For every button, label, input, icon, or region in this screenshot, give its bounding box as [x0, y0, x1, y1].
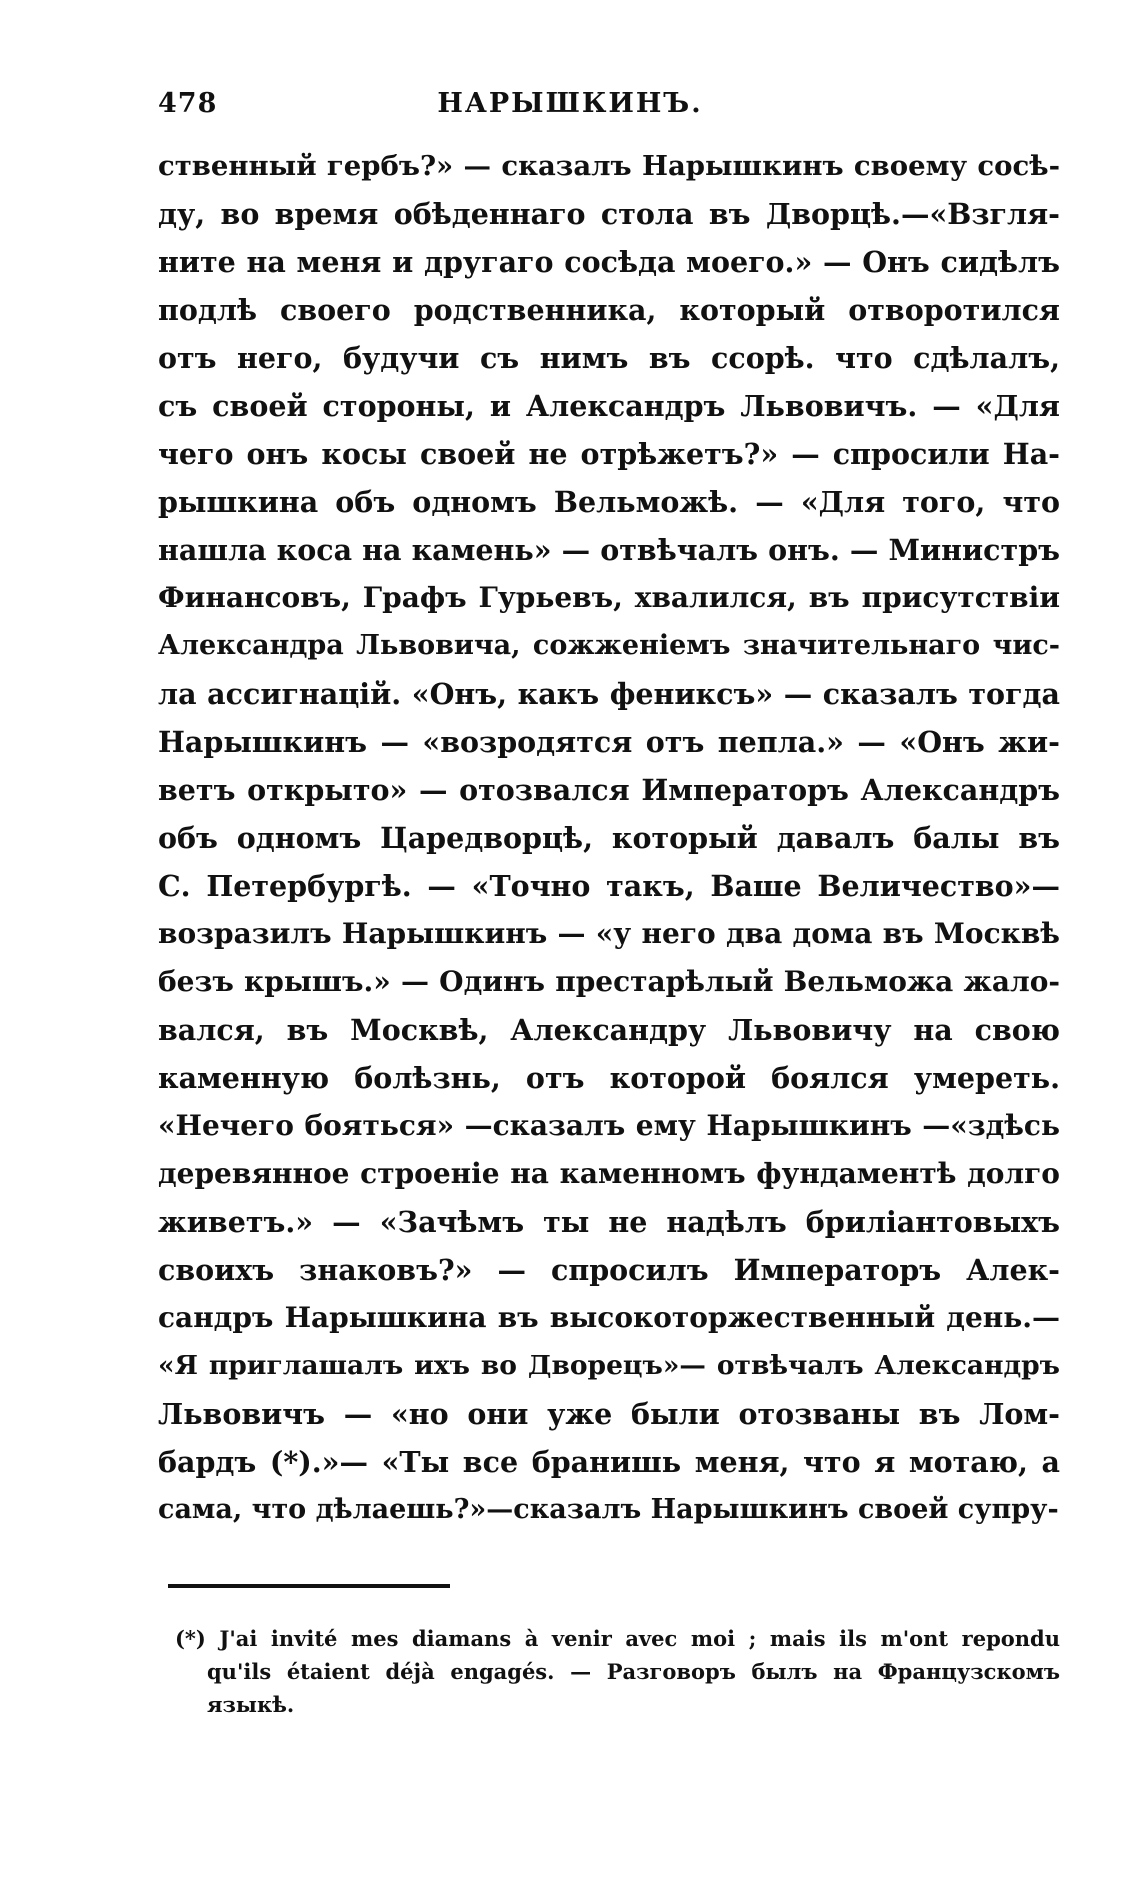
text-line: чего онъ косы своей не отрѣжетъ?» — спросили На-	[158, 437, 1060, 471]
footnote-line: (*) J'ai invité mes diamans à venir avec moi ; mais ils m'ont repondu	[175, 1626, 1060, 1651]
text-line: вался, въ Москвѣ, Александру Львовичу на свою	[158, 1013, 1060, 1047]
text-line: ните на меня и другаго сосѣда моего.» — Онъ сидѣлъ	[158, 245, 1060, 279]
text-line: сама, что дѣлаешь?»—сказалъ Нарышкинъ своей супру-	[158, 1494, 1059, 1525]
text-line: безъ крышъ.» — Одинъ престарѣлый Вельможа жало-	[158, 965, 1060, 998]
text-line: отъ него, будучи съ нимъ въ ссорѣ. что сдѣлалъ,	[158, 341, 1060, 375]
text-line: своихъ знаковъ?» — спросилъ Императоръ Алек-	[158, 1253, 1060, 1287]
footnote-line: qu'ils étaient déjà engagés. — Разговоръ былъ на Французскомъ	[207, 1659, 1060, 1684]
text-line: Александра Львовича, сожженіемъ значительнаго чис-	[158, 630, 1060, 661]
text-line: Нарышкинъ — «возродятся отъ пепла.» — «Онъ жи-	[158, 725, 1060, 759]
footnote	[175, 1622, 1060, 1721]
text-line: ственный гербъ?» — сказалъ Нарышкинъ своему сосѣ-	[158, 150, 1060, 182]
text-line: Львовичъ — «но они уже были отозваны въ Лом-	[158, 1397, 1060, 1431]
text-line: ду, во время обѣденнаго стола въ Дворцѣ.—«Взгля-	[158, 197, 1060, 231]
text-line: ла ассигнацій. «Онъ, какъ фениксъ» — сказалъ тогда	[158, 677, 1060, 711]
text-line: сандръ Нарышкина въ высокоторжественный день.—	[158, 1301, 1060, 1334]
text-line: «Я приглашалъ ихъ во Дворецъ»— отвѣчалъ Александръ	[158, 1350, 1060, 1381]
text-line: нашла коса на камень» — отвѣчалъ онъ. — Министръ	[158, 533, 1060, 567]
footnote-divider	[168, 1584, 450, 1588]
text-line: каменную болѣзнь, отъ которой боялся умереть.	[158, 1061, 1060, 1095]
text-line: подлѣ своего родственника, который отворотился	[158, 293, 1060, 327]
text-line: «Нечего бояться» —сказалъ ему Нарышкинъ —«здѣсь	[158, 1109, 1060, 1142]
text-line: съ своей стороны, и Александръ Львовичъ. — «Для	[158, 389, 1060, 423]
text-line: рышкина объ одномъ Вельможѣ. — «Для того, что	[158, 485, 1060, 519]
running-head: НАРЫШКИНЪ.	[437, 88, 703, 119]
page-number: 478	[158, 88, 218, 119]
text-line: Финансовъ, Графъ Гурьевъ, хвалился, въ присутствіи	[158, 581, 1060, 614]
text-line: объ одномъ Царедворцѣ, который давалъ балы въ	[158, 821, 1060, 855]
text-line: бардъ (*).»— «Ты все бранишь меня, что я мотаю, а	[158, 1445, 1060, 1479]
text-line: С. Петербургѣ. — «Точно такъ, Ваше Величество»—	[158, 869, 1060, 903]
text-line: ветъ открыто» — отозвался Императоръ Александръ	[158, 773, 1060, 807]
body-text	[158, 142, 1060, 1534]
text-line: деревянное строеніе на каменномъ фундаментѣ долго	[158, 1157, 1060, 1190]
text-line: возразилъ Нарышкинъ — «у него два дома въ Москвѣ	[158, 917, 1060, 950]
footnote-line: языкѣ.	[207, 1692, 295, 1717]
text-line: живетъ.» — «Зачѣмъ ты не надѣлъ бриліантовыхъ	[158, 1205, 1060, 1239]
